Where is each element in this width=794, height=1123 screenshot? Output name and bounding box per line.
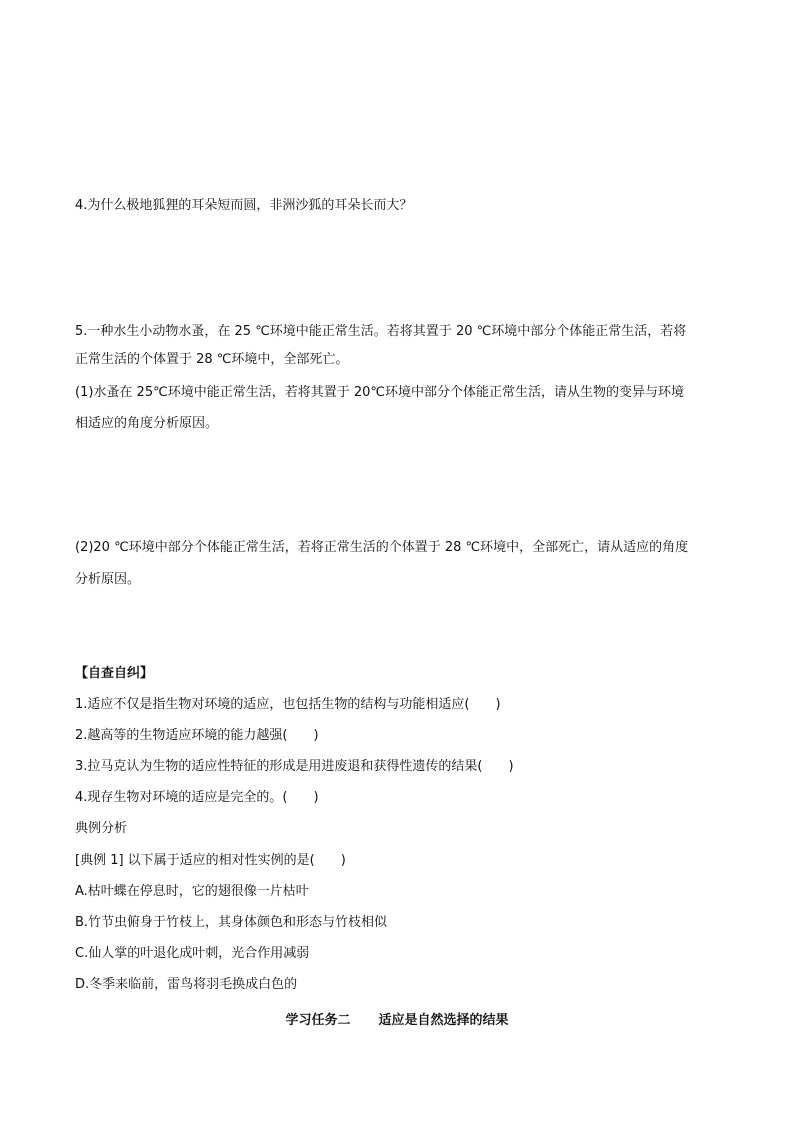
- task-2-label: 学习任务二: [285, 1013, 351, 1028]
- question-5-part-2-line-1: (2)20 ℃环境中部分个体能正常生活，若将正常生活的个体置于 28 ℃环境中，全部死亡，请从适应的角度: [75, 540, 689, 555]
- example-heading: 典例分析: [75, 821, 128, 836]
- self-check-item: 1.适应不仅是指生物对环境的适应，也包括生物的结构与功能相适应( ): [75, 697, 501, 712]
- self-check-item: 2.越高等的生物适应环境的能力越强( ): [75, 728, 319, 743]
- example-option-b: B.竹节虫俯身于竹枝上，其身体颜色和形态与竹枝相似: [75, 915, 388, 930]
- question-5-part-2-line-2: 分析原因。: [75, 572, 141, 587]
- example-option-d: D.冬季来临前，雷鸟将羽毛换成白色的: [75, 977, 298, 992]
- task-2-title: 适应是自然选择的结果: [378, 1013, 509, 1028]
- question-5-line-1: 5.一种水生小动物水蚤，在 25 ℃环境中能正常生活。若将其置于 20 ℃环境中部分个体能正常生活，若将: [75, 324, 687, 339]
- question-5-part-1-line-1: (1)水蚤在 25℃环境中能正常生活，若将其置于 20℃环境中部分个体能正常生活，请从生物的变异与环境: [75, 385, 684, 400]
- example-option-a: A.枯叶蝶在停息时，它的翅很像一片枯叶: [75, 884, 309, 899]
- self-check-heading: 【自查自纠】: [75, 666, 154, 681]
- example-question: [典例 1] 以下属于适应的相对性实例的是( ): [75, 853, 346, 868]
- question-5-line-2: 正常生活的个体置于 28 ℃环境中，全部死亡。: [75, 352, 349, 367]
- question-5-part-1-line-2: 相适应的角度分析原因。: [75, 416, 219, 431]
- task-2-heading: [0, 1012, 794, 1030]
- self-check-item: 4.现存生物对环境的适应是完全的。( ): [75, 790, 319, 805]
- example-option-c: C.仙人掌的叶退化成叶刺，光合作用减弱: [75, 946, 310, 961]
- question-4: 4.为什么极地狐狸的耳朵短而圆，非洲沙狐的耳朵长而大？: [75, 198, 413, 213]
- self-check-item: 3.拉马克认为生物的适应性特征的形成是用进废退和获得性遗传的结果( ): [75, 759, 514, 774]
